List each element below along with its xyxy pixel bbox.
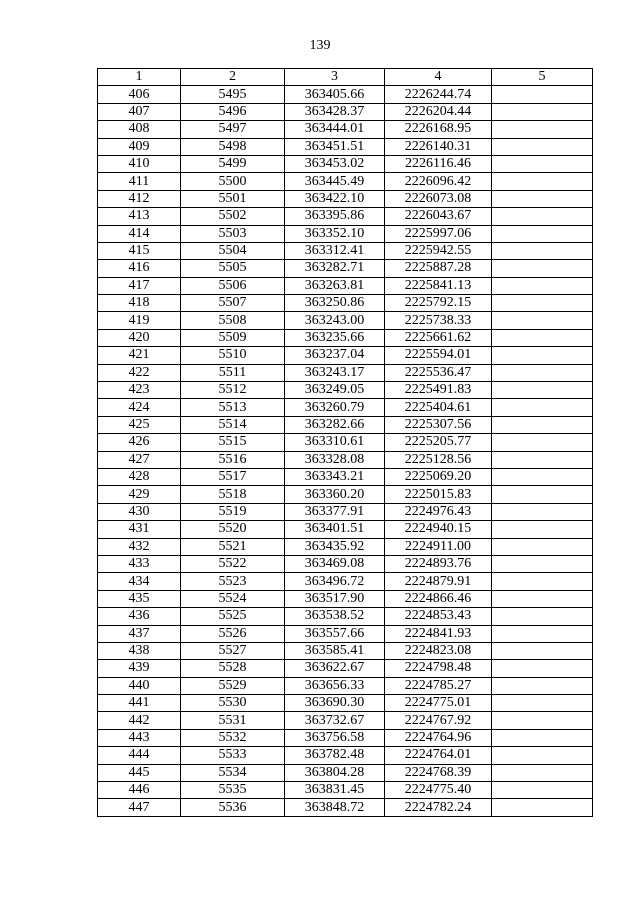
cell-coordinate-y: 2224853.43 — [385, 608, 492, 625]
cell-point-number: 409 — [98, 138, 181, 155]
cell-coordinate-x: 363496.72 — [285, 573, 385, 590]
cell-coordinate-y: 2225661.62 — [385, 329, 492, 346]
cell-point-number: 434 — [98, 573, 181, 590]
cell-vertex-number: 5515 — [181, 434, 285, 451]
cell-note — [492, 225, 593, 242]
cell-point-number: 416 — [98, 260, 181, 277]
cell-coordinate-x: 363237.04 — [285, 347, 385, 364]
cell-vertex-number: 5535 — [181, 782, 285, 799]
cell-point-number: 412 — [98, 190, 181, 207]
table-row — [98, 538, 593, 555]
cell-coordinate-x: 363343.21 — [285, 468, 385, 485]
cell-coordinate-x: 363360.20 — [285, 486, 385, 503]
cell-point-number: 427 — [98, 451, 181, 468]
cell-coordinate-x: 363622.67 — [285, 660, 385, 677]
cell-coordinate-x: 363538.52 — [285, 608, 385, 625]
cell-coordinate-x: 363804.28 — [285, 764, 385, 781]
cell-vertex-number: 5513 — [181, 399, 285, 416]
cell-note — [492, 155, 593, 172]
table-row — [98, 416, 593, 433]
cell-vertex-number: 5527 — [181, 642, 285, 659]
cell-vertex-number: 5516 — [181, 451, 285, 468]
cell-note — [492, 347, 593, 364]
cell-vertex-number: 5525 — [181, 608, 285, 625]
table-row — [98, 347, 593, 364]
cell-point-number: 422 — [98, 364, 181, 381]
cell-point-number: 421 — [98, 347, 181, 364]
cell-point-number: 428 — [98, 468, 181, 485]
cell-coordinate-x: 363422.10 — [285, 190, 385, 207]
table-row — [98, 138, 593, 155]
cell-coordinate-x: 363469.08 — [285, 555, 385, 572]
cell-coordinate-y: 2224775.40 — [385, 782, 492, 799]
cell-coordinate-x: 363405.66 — [285, 86, 385, 103]
table-row — [98, 382, 593, 399]
cell-vertex-number: 5522 — [181, 555, 285, 572]
cell-point-number: 426 — [98, 434, 181, 451]
table-row — [98, 729, 593, 746]
table-row — [98, 573, 593, 590]
cell-note — [492, 277, 593, 294]
cell-note — [492, 625, 593, 642]
cell-point-number: 431 — [98, 521, 181, 538]
cell-note — [492, 416, 593, 433]
cell-coordinate-x: 363310.61 — [285, 434, 385, 451]
table-row — [98, 155, 593, 172]
cell-coordinate-y: 2224940.15 — [385, 521, 492, 538]
cell-note — [492, 764, 593, 781]
cell-note — [492, 260, 593, 277]
cell-point-number: 435 — [98, 590, 181, 607]
cell-coordinate-y: 2224764.01 — [385, 747, 492, 764]
cell-vertex-number: 5506 — [181, 277, 285, 294]
cell-point-number: 432 — [98, 538, 181, 555]
cell-coordinate-x: 363435.92 — [285, 538, 385, 555]
cell-vertex-number: 5505 — [181, 260, 285, 277]
cell-coordinate-y: 2225069.20 — [385, 468, 492, 485]
cell-note — [492, 555, 593, 572]
cell-point-number: 439 — [98, 660, 181, 677]
cell-note — [492, 642, 593, 659]
cell-coordinate-x: 363517.90 — [285, 590, 385, 607]
cell-point-number: 419 — [98, 312, 181, 329]
table-row — [98, 747, 593, 764]
cell-coordinate-x: 363444.01 — [285, 121, 385, 138]
cell-coordinate-y: 2224775.01 — [385, 695, 492, 712]
table-row — [98, 242, 593, 259]
cell-coordinate-x: 363831.45 — [285, 782, 385, 799]
cell-coordinate-x: 363352.10 — [285, 225, 385, 242]
cell-note — [492, 103, 593, 120]
cell-point-number: 408 — [98, 121, 181, 138]
cell-note — [492, 86, 593, 103]
cell-point-number: 441 — [98, 695, 181, 712]
table-row — [98, 642, 593, 659]
cell-vertex-number: 5512 — [181, 382, 285, 399]
cell-note — [492, 521, 593, 538]
cell-vertex-number: 5503 — [181, 225, 285, 242]
cell-vertex-number: 5534 — [181, 764, 285, 781]
cell-note — [492, 295, 593, 312]
cell-coordinate-y: 2224879.91 — [385, 573, 492, 590]
table-row — [98, 173, 593, 190]
cell-note — [492, 729, 593, 746]
cell-point-number: 413 — [98, 208, 181, 225]
cell-vertex-number: 5519 — [181, 503, 285, 520]
cell-point-number: 415 — [98, 242, 181, 259]
cell-note — [492, 242, 593, 259]
cell-coordinate-x: 363377.91 — [285, 503, 385, 520]
cell-coordinate-y: 2225015.83 — [385, 486, 492, 503]
cell-vertex-number: 5518 — [181, 486, 285, 503]
cell-vertex-number: 5498 — [181, 138, 285, 155]
cell-coordinate-y: 2226116.46 — [385, 155, 492, 172]
cell-point-number: 440 — [98, 677, 181, 694]
cell-note — [492, 399, 593, 416]
cell-coordinate-x: 363451.51 — [285, 138, 385, 155]
cell-coordinate-y: 2225738.33 — [385, 312, 492, 329]
cell-coordinate-x: 363848.72 — [285, 799, 385, 816]
table-row — [98, 277, 593, 294]
cell-note — [492, 573, 593, 590]
coordinates-table — [97, 68, 593, 817]
cell-note — [492, 677, 593, 694]
cell-point-number: 445 — [98, 764, 181, 781]
cell-note — [492, 451, 593, 468]
cell-point-number: 407 — [98, 103, 181, 120]
table-header-row — [98, 69, 593, 86]
cell-note — [492, 782, 593, 799]
cell-coordinate-x: 363656.33 — [285, 677, 385, 694]
cell-coordinate-y: 2224893.76 — [385, 555, 492, 572]
cell-coordinate-y: 2225307.56 — [385, 416, 492, 433]
cell-coordinate-y: 2224866.46 — [385, 590, 492, 607]
cell-point-number: 446 — [98, 782, 181, 799]
cell-coordinate-x: 363453.02 — [285, 155, 385, 172]
cell-coordinate-y: 2225792.15 — [385, 295, 492, 312]
cell-coordinate-x: 363756.58 — [285, 729, 385, 746]
cell-point-number: 447 — [98, 799, 181, 816]
cell-point-number: 444 — [98, 747, 181, 764]
cell-coordinate-x: 363328.08 — [285, 451, 385, 468]
cell-point-number: 410 — [98, 155, 181, 172]
column-header-1: 1 — [98, 69, 181, 86]
cell-vertex-number: 5501 — [181, 190, 285, 207]
table-row — [98, 121, 593, 138]
cell-coordinate-x: 363732.67 — [285, 712, 385, 729]
table-row — [98, 486, 593, 503]
cell-note — [492, 503, 593, 520]
cell-coordinate-y: 2225997.06 — [385, 225, 492, 242]
cell-note — [492, 364, 593, 381]
cell-note — [492, 173, 593, 190]
table-body — [98, 86, 593, 816]
cell-vertex-number: 5499 — [181, 155, 285, 172]
cell-note — [492, 538, 593, 555]
cell-coordinate-x: 363282.71 — [285, 260, 385, 277]
cell-point-number: 438 — [98, 642, 181, 659]
cell-vertex-number: 5508 — [181, 312, 285, 329]
cell-coordinate-x: 363282.66 — [285, 416, 385, 433]
cell-coordinate-y: 2224841.93 — [385, 625, 492, 642]
cell-note — [492, 468, 593, 485]
cell-coordinate-x: 363250.86 — [285, 295, 385, 312]
cell-point-number: 411 — [98, 173, 181, 190]
table-row — [98, 590, 593, 607]
cell-note — [492, 138, 593, 155]
cell-note — [492, 329, 593, 346]
cell-point-number: 414 — [98, 225, 181, 242]
cell-vertex-number: 5496 — [181, 103, 285, 120]
cell-coordinate-x: 363395.86 — [285, 208, 385, 225]
cell-coordinate-y: 2226140.31 — [385, 138, 492, 155]
cell-coordinate-y: 2225841.13 — [385, 277, 492, 294]
table-row — [98, 260, 593, 277]
cell-coordinate-y: 2226244.74 — [385, 86, 492, 103]
cell-note — [492, 382, 593, 399]
cell-note — [492, 190, 593, 207]
table-row — [98, 660, 593, 677]
cell-coordinate-y: 2225128.56 — [385, 451, 492, 468]
cell-coordinate-y: 2224767.92 — [385, 712, 492, 729]
cell-note — [492, 486, 593, 503]
cell-coordinate-y: 2225887.28 — [385, 260, 492, 277]
cell-point-number: 424 — [98, 399, 181, 416]
cell-vertex-number: 5500 — [181, 173, 285, 190]
cell-coordinate-y: 2224785.27 — [385, 677, 492, 694]
cell-coordinate-y: 2224976.43 — [385, 503, 492, 520]
cell-coordinate-x: 363445.49 — [285, 173, 385, 190]
table-row — [98, 625, 593, 642]
table-row — [98, 468, 593, 485]
cell-coordinate-y: 2225404.61 — [385, 399, 492, 416]
cell-coordinate-x: 363690.30 — [285, 695, 385, 712]
cell-coordinate-x: 363235.66 — [285, 329, 385, 346]
cell-note — [492, 434, 593, 451]
cell-note — [492, 695, 593, 712]
cell-vertex-number: 5528 — [181, 660, 285, 677]
cell-note — [492, 312, 593, 329]
table-row — [98, 555, 593, 572]
table-row — [98, 782, 593, 799]
cell-coordinate-x: 363249.05 — [285, 382, 385, 399]
cell-vertex-number: 5507 — [181, 295, 285, 312]
cell-vertex-number: 5514 — [181, 416, 285, 433]
cell-point-number: 433 — [98, 555, 181, 572]
cell-coordinate-x: 363557.66 — [285, 625, 385, 642]
cell-note — [492, 590, 593, 607]
cell-coordinate-y: 2226043.67 — [385, 208, 492, 225]
cell-point-number: 418 — [98, 295, 181, 312]
table-row — [98, 225, 593, 242]
cell-coordinate-x: 363312.41 — [285, 242, 385, 259]
table-row — [98, 208, 593, 225]
cell-note — [492, 208, 593, 225]
cell-coordinate-y: 2226204.44 — [385, 103, 492, 120]
cell-vertex-number: 5532 — [181, 729, 285, 746]
cell-point-number: 443 — [98, 729, 181, 746]
table-row — [98, 86, 593, 103]
cell-point-number: 406 — [98, 86, 181, 103]
cell-coordinate-y: 2226073.08 — [385, 190, 492, 207]
cell-vertex-number: 5536 — [181, 799, 285, 816]
cell-note — [492, 799, 593, 816]
table-row — [98, 434, 593, 451]
table-row — [98, 608, 593, 625]
column-header-3: 3 — [285, 69, 385, 86]
table-row — [98, 764, 593, 781]
cell-coordinate-y: 2225594.01 — [385, 347, 492, 364]
table-row — [98, 190, 593, 207]
cell-coordinate-x: 363243.00 — [285, 312, 385, 329]
table-row — [98, 295, 593, 312]
column-header-4: 4 — [385, 69, 492, 86]
cell-coordinate-x: 363585.41 — [285, 642, 385, 659]
table-row — [98, 103, 593, 120]
cell-vertex-number: 5520 — [181, 521, 285, 538]
cell-vertex-number: 5533 — [181, 747, 285, 764]
cell-vertex-number: 5517 — [181, 468, 285, 485]
cell-vertex-number: 5504 — [181, 242, 285, 259]
cell-coordinate-y: 2225491.83 — [385, 382, 492, 399]
cell-coordinate-y: 2224764.96 — [385, 729, 492, 746]
table-row — [98, 399, 593, 416]
table-row — [98, 503, 593, 520]
table-row — [98, 521, 593, 538]
table-row — [98, 364, 593, 381]
table-row — [98, 712, 593, 729]
cell-coordinate-x: 363401.51 — [285, 521, 385, 538]
page-number: 139 — [309, 38, 331, 53]
table-row — [98, 329, 593, 346]
cell-coordinate-y: 2224768.39 — [385, 764, 492, 781]
cell-coordinate-x: 363782.48 — [285, 747, 385, 764]
cell-coordinate-y: 2224823.08 — [385, 642, 492, 659]
table-row — [98, 451, 593, 468]
column-header-2: 2 — [181, 69, 285, 86]
cell-point-number: 436 — [98, 608, 181, 625]
cell-note — [492, 747, 593, 764]
table-row — [98, 695, 593, 712]
cell-coordinate-x: 363260.79 — [285, 399, 385, 416]
cell-vertex-number: 5523 — [181, 573, 285, 590]
cell-vertex-number: 5521 — [181, 538, 285, 555]
cell-note — [492, 121, 593, 138]
cell-vertex-number: 5526 — [181, 625, 285, 642]
cell-vertex-number: 5502 — [181, 208, 285, 225]
cell-vertex-number: 5511 — [181, 364, 285, 381]
cell-coordinate-y: 2224798.48 — [385, 660, 492, 677]
cell-note — [492, 608, 593, 625]
cell-point-number: 437 — [98, 625, 181, 642]
cell-point-number: 423 — [98, 382, 181, 399]
cell-vertex-number: 5524 — [181, 590, 285, 607]
cell-note — [492, 660, 593, 677]
cell-coordinate-x: 363428.37 — [285, 103, 385, 120]
cell-vertex-number: 5531 — [181, 712, 285, 729]
cell-point-number: 442 — [98, 712, 181, 729]
cell-coordinate-y: 2225536.47 — [385, 364, 492, 381]
cell-vertex-number: 5510 — [181, 347, 285, 364]
cell-vertex-number: 5529 — [181, 677, 285, 694]
cell-coordinate-y: 2225205.77 — [385, 434, 492, 451]
cell-coordinate-y: 2226168.95 — [385, 121, 492, 138]
cell-coordinate-y: 2224911.00 — [385, 538, 492, 555]
cell-vertex-number: 5530 — [181, 695, 285, 712]
cell-coordinate-y: 2225942.55 — [385, 242, 492, 259]
cell-coordinate-y: 2224782.24 — [385, 799, 492, 816]
cell-point-number: 425 — [98, 416, 181, 433]
cell-coordinate-x: 363263.81 — [285, 277, 385, 294]
cell-point-number: 430 — [98, 503, 181, 520]
cell-vertex-number: 5509 — [181, 329, 285, 346]
table-row — [98, 799, 593, 816]
cell-vertex-number: 5497 — [181, 121, 285, 138]
cell-note — [492, 712, 593, 729]
cell-point-number: 417 — [98, 277, 181, 294]
cell-vertex-number: 5495 — [181, 86, 285, 103]
cell-coordinate-y: 2226096.42 — [385, 173, 492, 190]
cell-coordinate-x: 363243.17 — [285, 364, 385, 381]
cell-point-number: 420 — [98, 329, 181, 346]
cell-point-number: 429 — [98, 486, 181, 503]
column-header-5: 5 — [492, 69, 593, 86]
table-row — [98, 312, 593, 329]
table-row — [98, 677, 593, 694]
